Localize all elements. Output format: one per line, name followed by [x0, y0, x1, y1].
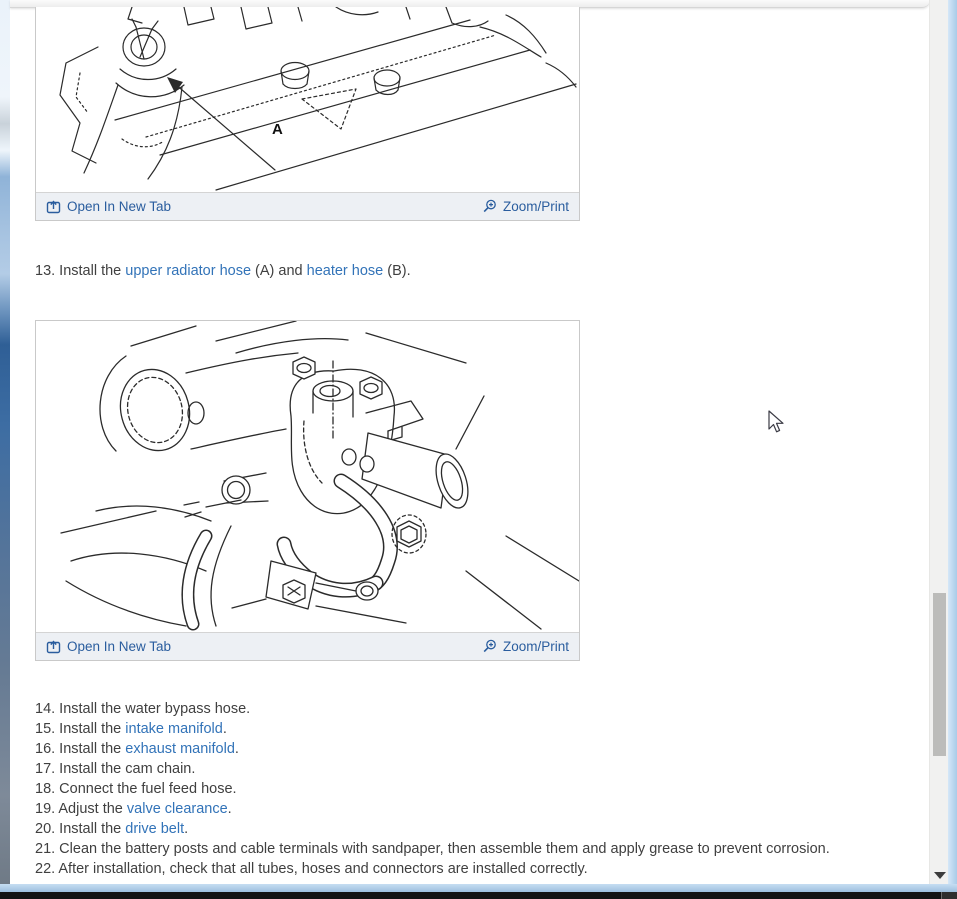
- step-13: [35, 261, 411, 281]
- engine-hose-diagram: [36, 321, 579, 632]
- open-in-new-tab-link[interactable]: [46, 199, 171, 214]
- step-item: [35, 819, 835, 839]
- window-frame-right: [948, 0, 957, 884]
- show-desktop-button[interactable]: [941, 892, 957, 899]
- figure-2-image: [36, 321, 579, 632]
- step-text: 13. Install the: [35, 263, 126, 279]
- step-link[interactable]: heater hose: [306, 263, 384, 279]
- step-text: .: [234, 741, 239, 757]
- magnifier-plus-icon: [482, 199, 497, 214]
- step-text: .: [222, 721, 227, 737]
- step-text: 16. Install the: [35, 741, 126, 757]
- zoom-print-label: Zoom/Print: [502, 639, 569, 654]
- step-text: 19. Adjust the: [35, 801, 127, 817]
- step-text: (A) and: [251, 263, 307, 279]
- step-text: 15. Install the: [35, 721, 126, 737]
- step-link[interactable]: upper radiator hose: [125, 263, 252, 279]
- engine-clamp-diagram: [36, 7, 579, 192]
- mouse-cursor: [768, 410, 790, 434]
- figure-1-image: [36, 7, 579, 192]
- zoom-print-link[interactable]: [482, 639, 569, 654]
- desktop-background-sliver: [0, 0, 10, 884]
- scrollbar-thumb[interactable]: [933, 593, 946, 756]
- step-text: 20. Install the: [35, 821, 126, 837]
- figure-2-footer: [36, 632, 579, 660]
- step-item: [35, 799, 835, 819]
- magnifier-plus-icon: [482, 639, 497, 654]
- step-text: 14. Install the water bypass hose.: [35, 701, 251, 717]
- figure-1-callout-label: A: [272, 121, 283, 138]
- step-link[interactable]: valve clearance: [126, 801, 228, 817]
- window-frame-bottom: [0, 884, 957, 892]
- step-text: 18. Connect the fuel feed hose.: [35, 781, 237, 797]
- step-item: [35, 739, 835, 759]
- scrollbar-down-button[interactable]: [934, 872, 946, 879]
- step-item: [35, 719, 835, 739]
- vertical-scrollbar[interactable]: [929, 0, 949, 884]
- open-in-new-tab-icon: [46, 199, 61, 214]
- zoom-print-link[interactable]: [482, 199, 569, 214]
- step-text: 21. Clean the battery posts and cable terminals with sandpaper, then assemble them and apply grease to prevent corrosion.: [35, 841, 830, 857]
- step-item: [35, 779, 835, 799]
- step-text: 22. After installation, check that all tubes, hoses and connectors are installed correctly.: [35, 861, 588, 877]
- step-item: [35, 839, 835, 859]
- open-in-new-tab-label: Open In New Tab: [67, 199, 172, 214]
- figure-1-footer: [36, 192, 579, 220]
- step-link[interactable]: exhaust manifold: [125, 741, 235, 757]
- taskbar: [0, 892, 957, 899]
- step-item: [35, 699, 835, 719]
- step-text: (B).: [383, 263, 411, 279]
- step-text: .: [184, 821, 189, 837]
- open-in-new-tab-link[interactable]: [46, 639, 171, 654]
- step-link[interactable]: intake manifold: [125, 721, 223, 737]
- step-link[interactable]: drive belt: [125, 821, 185, 837]
- step-text: 17. Install the cam chain.: [35, 761, 196, 777]
- step-text: .: [227, 801, 232, 817]
- figure-box-2: [35, 320, 580, 661]
- steps-list: [35, 699, 835, 879]
- step-item: [35, 859, 835, 879]
- open-in-new-tab-icon: [46, 639, 61, 654]
- step-item: [35, 759, 835, 779]
- open-in-new-tab-label: Open In New Tab: [67, 639, 172, 654]
- zoom-print-label: Zoom/Print: [502, 199, 569, 214]
- figure-box-1: [35, 7, 580, 221]
